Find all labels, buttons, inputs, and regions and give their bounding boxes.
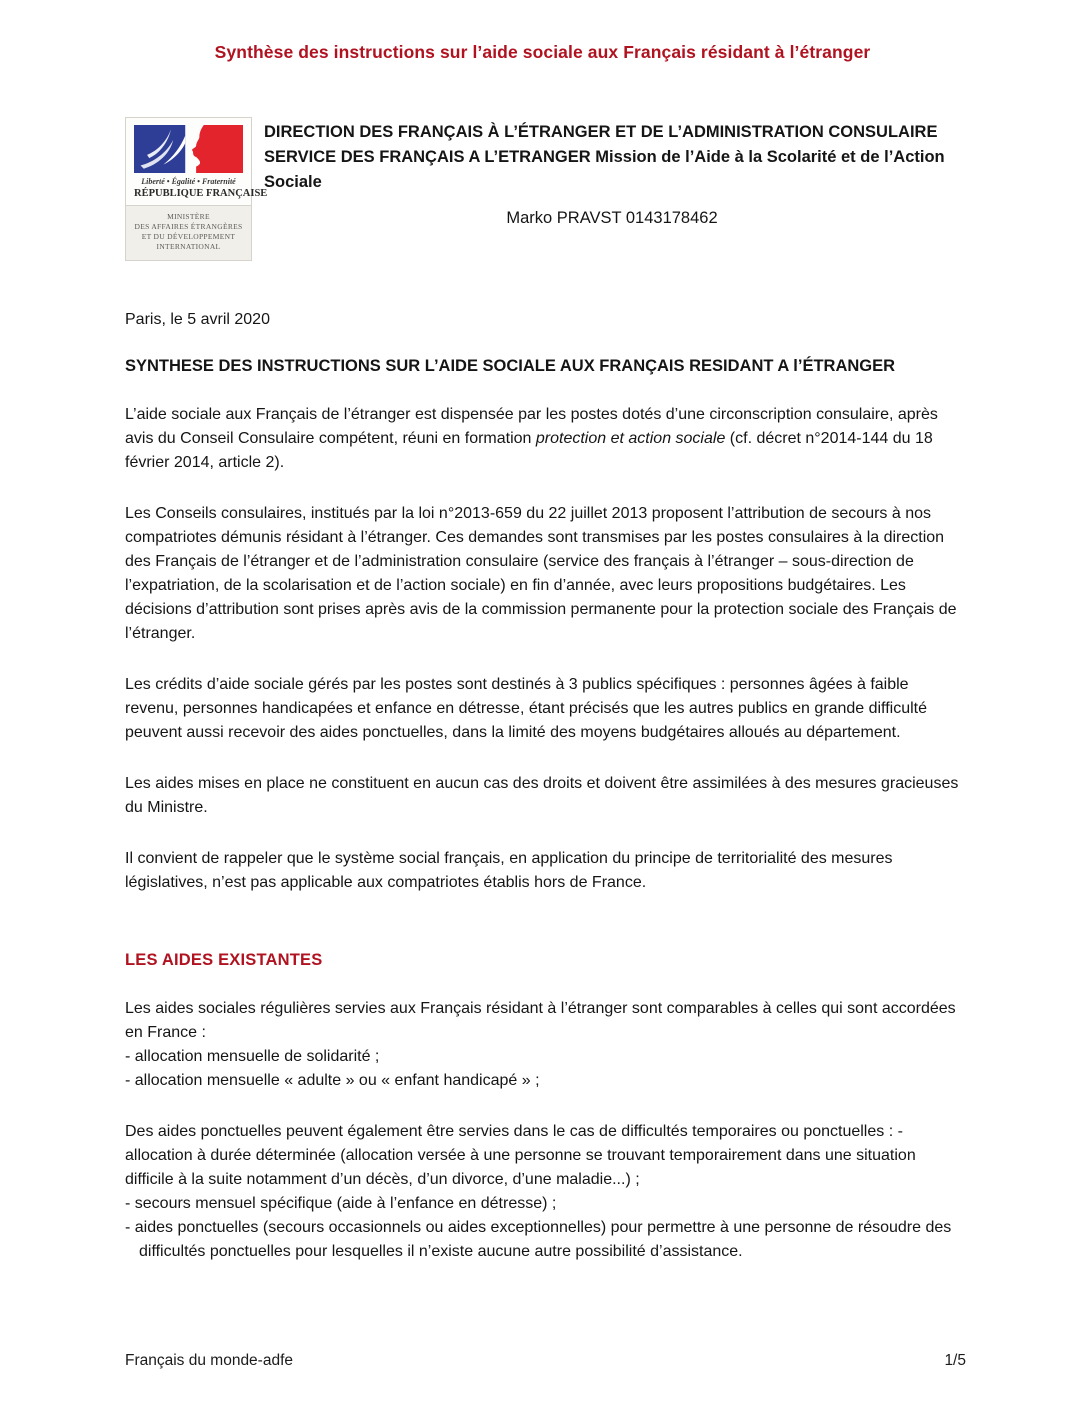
logo-republic-name: RÉPUBLIQUE FRANÇAISE <box>134 188 268 199</box>
document-heading: SYNTHESE DES INSTRUCTIONS SUR L’AIDE SOCIALE AUX FRANÇAIS RESIDANT A l’ÉTRANGER <box>125 357 896 375</box>
ministry-name-box <box>126 205 251 260</box>
paragraph-5: Il convient de rappeler que le système social français, en application du principe de territorialité des mesures législatives, n’est pas applicable aux compatriotes établis hors de France. <box>125 850 893 891</box>
department-header: DIRECTION DES FRANÇAIS À L’ÉTRANGER ET DE L’ADMINISTRATION CONSULAIRE SERVICE DES FRANÇAIS A L’ETRANGER Mission de l’Aide à la Scolarité et de l’Action Sociale <box>264 123 945 191</box>
list-item: - secours mensuel spécifique (aide à l’enfance en détresse) ; <box>125 1195 557 1212</box>
list-item: - aides ponctuelles (secours occasionnels ou aides exceptionnelles) pour permettre à une personne de résoudre des difficultés ponctuelles pour lesquelles il n’existe aucune autre possibilité d’assistance. <box>125 1219 952 1260</box>
page-number: 1/5 <box>944 1352 966 1369</box>
section-heading-aides-existantes: LES AIDES EXISTANTES <box>125 951 323 969</box>
ministry-line: DES AFFAIRES ÉTRANGÈRES <box>134 222 243 231</box>
page-title: Synthèse des instructions sur l’aide sociale aux Français résidant à l’étranger <box>214 42 871 62</box>
paragraph-3: Les crédits d’aide sociale gérés par les postes sont destinés à 3 publics spécifiques : personnes âgées à faible revenu, personnes handicapées et enfance en détresse, étant précisés que les autres publics en grande difficulté peuvent aussi recevoir des aides ponctuelles, dans la limité des moyens budgétaires alloués au département. <box>125 676 928 741</box>
paragraph-7 <box>125 1120 960 1264</box>
list-item: - allocation mensuelle « adulte » ou « enfant handicapé » ; <box>125 1072 540 1089</box>
contact-line: Marko PRAVST 0143178462 <box>506 209 718 227</box>
paragraph-2: Les Conseils consulaires, institués par la loi n°2013-659 du 22 juillet 2013 proposent l’attribution de secours à nos compatriotes démunis résidant à l’étranger. Ces demandes sont transmises par les postes consulaires à la direction des Français de l’étranger et de l’administration consulaire (service des français à l’étranger – sous-direction de l’expatriation, de la scolarisation et de l’action sociale) en fin d’année, avec leurs propositions budgétaires. Les décisions d’attribution sont prises après avis de la commission permanente pour la protection sociale des Français de l’étranger. <box>125 505 957 642</box>
ministry-line: INTERNATIONAL <box>156 242 221 251</box>
list-item: - allocation mensuelle de solidarité ; <box>125 1048 380 1065</box>
paragraph-1-end: (cf. décret n°2014-144 du 18 février 2014, article 2). <box>125 430 933 471</box>
paragraph-4: Les aides mises en place ne constituent en aucun cas des droits et doivent être assimilées à des mesures gracieuses du Ministre. <box>125 775 959 816</box>
paragraph-6 <box>125 997 960 1093</box>
marianne-flag-icon <box>134 125 243 173</box>
paragraph-1-italic: protection et action sociale <box>535 430 726 447</box>
paragraph-6-intro: Les aides sociales régulières servies aux Français résidant à l’étranger sont comparables à celles qui sont accordées en France : <box>125 1000 956 1041</box>
ministry-line: ET DU DÉVELOPPEMENT <box>141 232 236 241</box>
ministry-line: MINISTÈRE <box>167 212 210 221</box>
logo-motto: Liberté • Égalité • Fraternité <box>141 177 236 186</box>
footer-document-name: Français du monde-adfe <box>125 1352 294 1369</box>
republique-francaise-logo <box>125 117 268 261</box>
paragraph-7-intro: Des aides ponctuelles peuvent également être servies dans le cas de difficultés temporaires ou ponctuelles : - allocation à durée déterminée (allocation versée à une personne se trouvant temporairement dans une situation difficile à la suite notamment d’un décès, d’un divorce, d’une maladie...) ; <box>125 1123 916 1188</box>
page-footer <box>125 1352 966 1370</box>
paragraph-1 <box>125 403 960 475</box>
paragraph-1-text: L’aide sociale aux Français de l’étranger est dispensée par les postes dotés d’une circonscription consulaire, après avis du Conseil Consulaire compétent, réuni en formation <box>125 406 938 447</box>
date-line: Paris, le 5 avril 2020 <box>125 311 270 328</box>
letterhead <box>125 117 960 261</box>
